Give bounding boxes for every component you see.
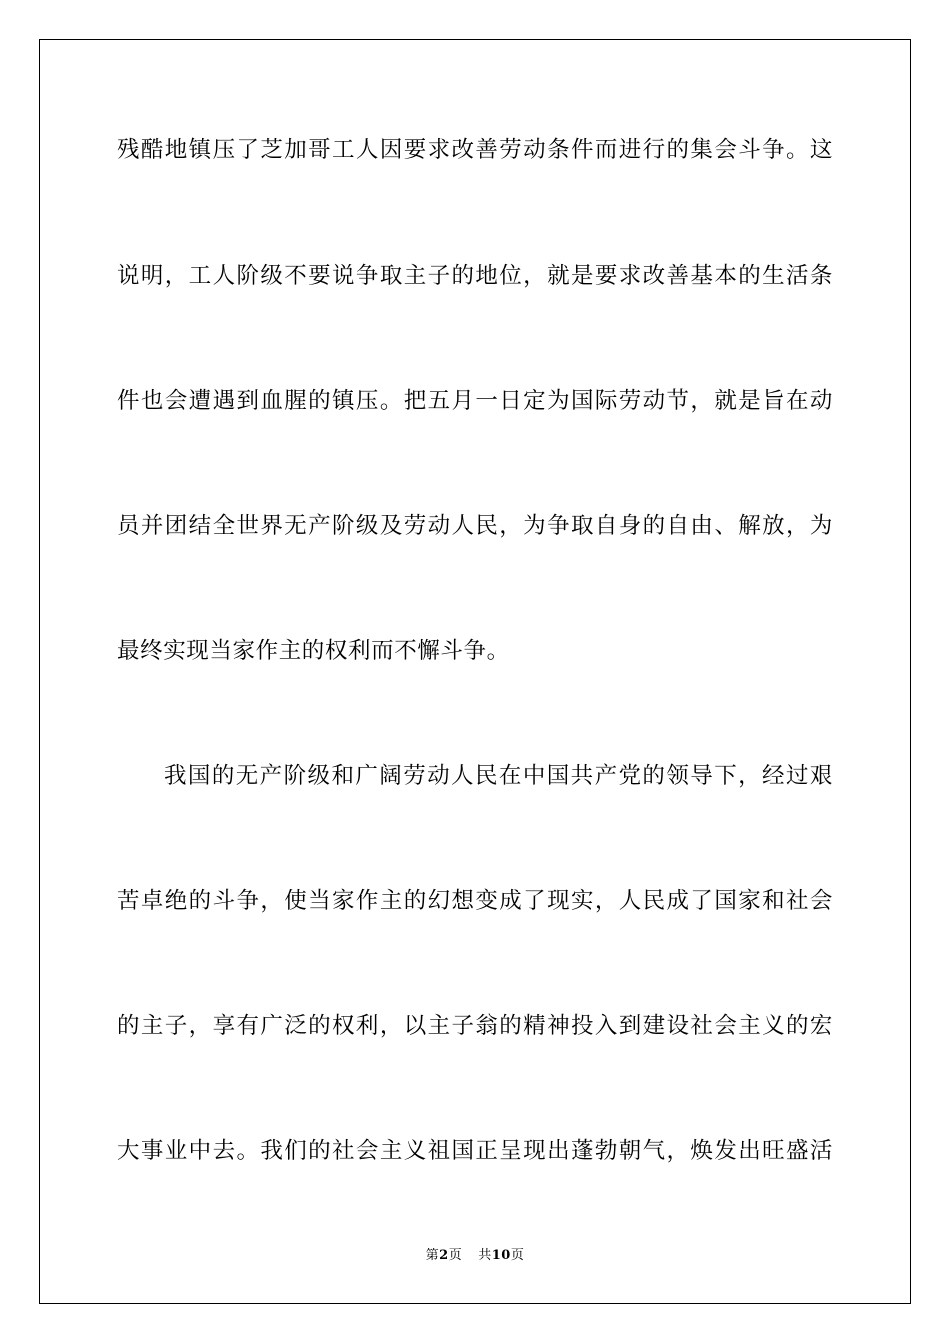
body-text-line-9: 大事业中去。我们的社会主义祖国正呈现出蓬勃朝气，焕发出旺盛活 (117, 1138, 833, 1164)
page-border (39, 39, 911, 1304)
body-text-line-1: 残酷地镇压了芝加哥工人因要求改善劳动条件而进行的集会斗争。这 (117, 137, 833, 163)
footer-page-suffix: 页 (448, 1248, 463, 1263)
footer-total-pages: 10 (491, 1248, 511, 1263)
footer-total-prefix: 共 (478, 1248, 492, 1263)
footer-page-prefix: 第 (425, 1248, 440, 1263)
footer-page-number: 2 (439, 1248, 449, 1263)
body-text-line-8: 的主子，享有广泛的权利，以主子翁的精神投入到建设社会主义的宏 (117, 1013, 833, 1039)
page-footer (0, 1246, 950, 1266)
body-text-line-7: 苦卓绝的斗争，使当家作主的幻想变成了现实，人民成了国家和社会 (117, 888, 833, 914)
body-text-line-3: 件也会遭遇到血腥的镇压。把五月一日定为国际劳动节，就是旨在动 (117, 388, 833, 414)
footer-total-suffix: 页 (510, 1248, 525, 1263)
body-text-line-2: 说明，工人阶级不要说争取主子的地位，就是要求改善基本的生活条 (117, 263, 833, 289)
body-text-line-6: 我国的无产阶级和广阔劳动人民在中国共产党的领导下，经过艰 (164, 763, 833, 789)
body-text-line-4: 员并团结全世界无产阶级及劳动人民，为争取自身的自由、解放，为 (117, 513, 833, 539)
body-text-line-5: 最终实现当家作主的权利而不懈斗争。 (117, 638, 510, 664)
